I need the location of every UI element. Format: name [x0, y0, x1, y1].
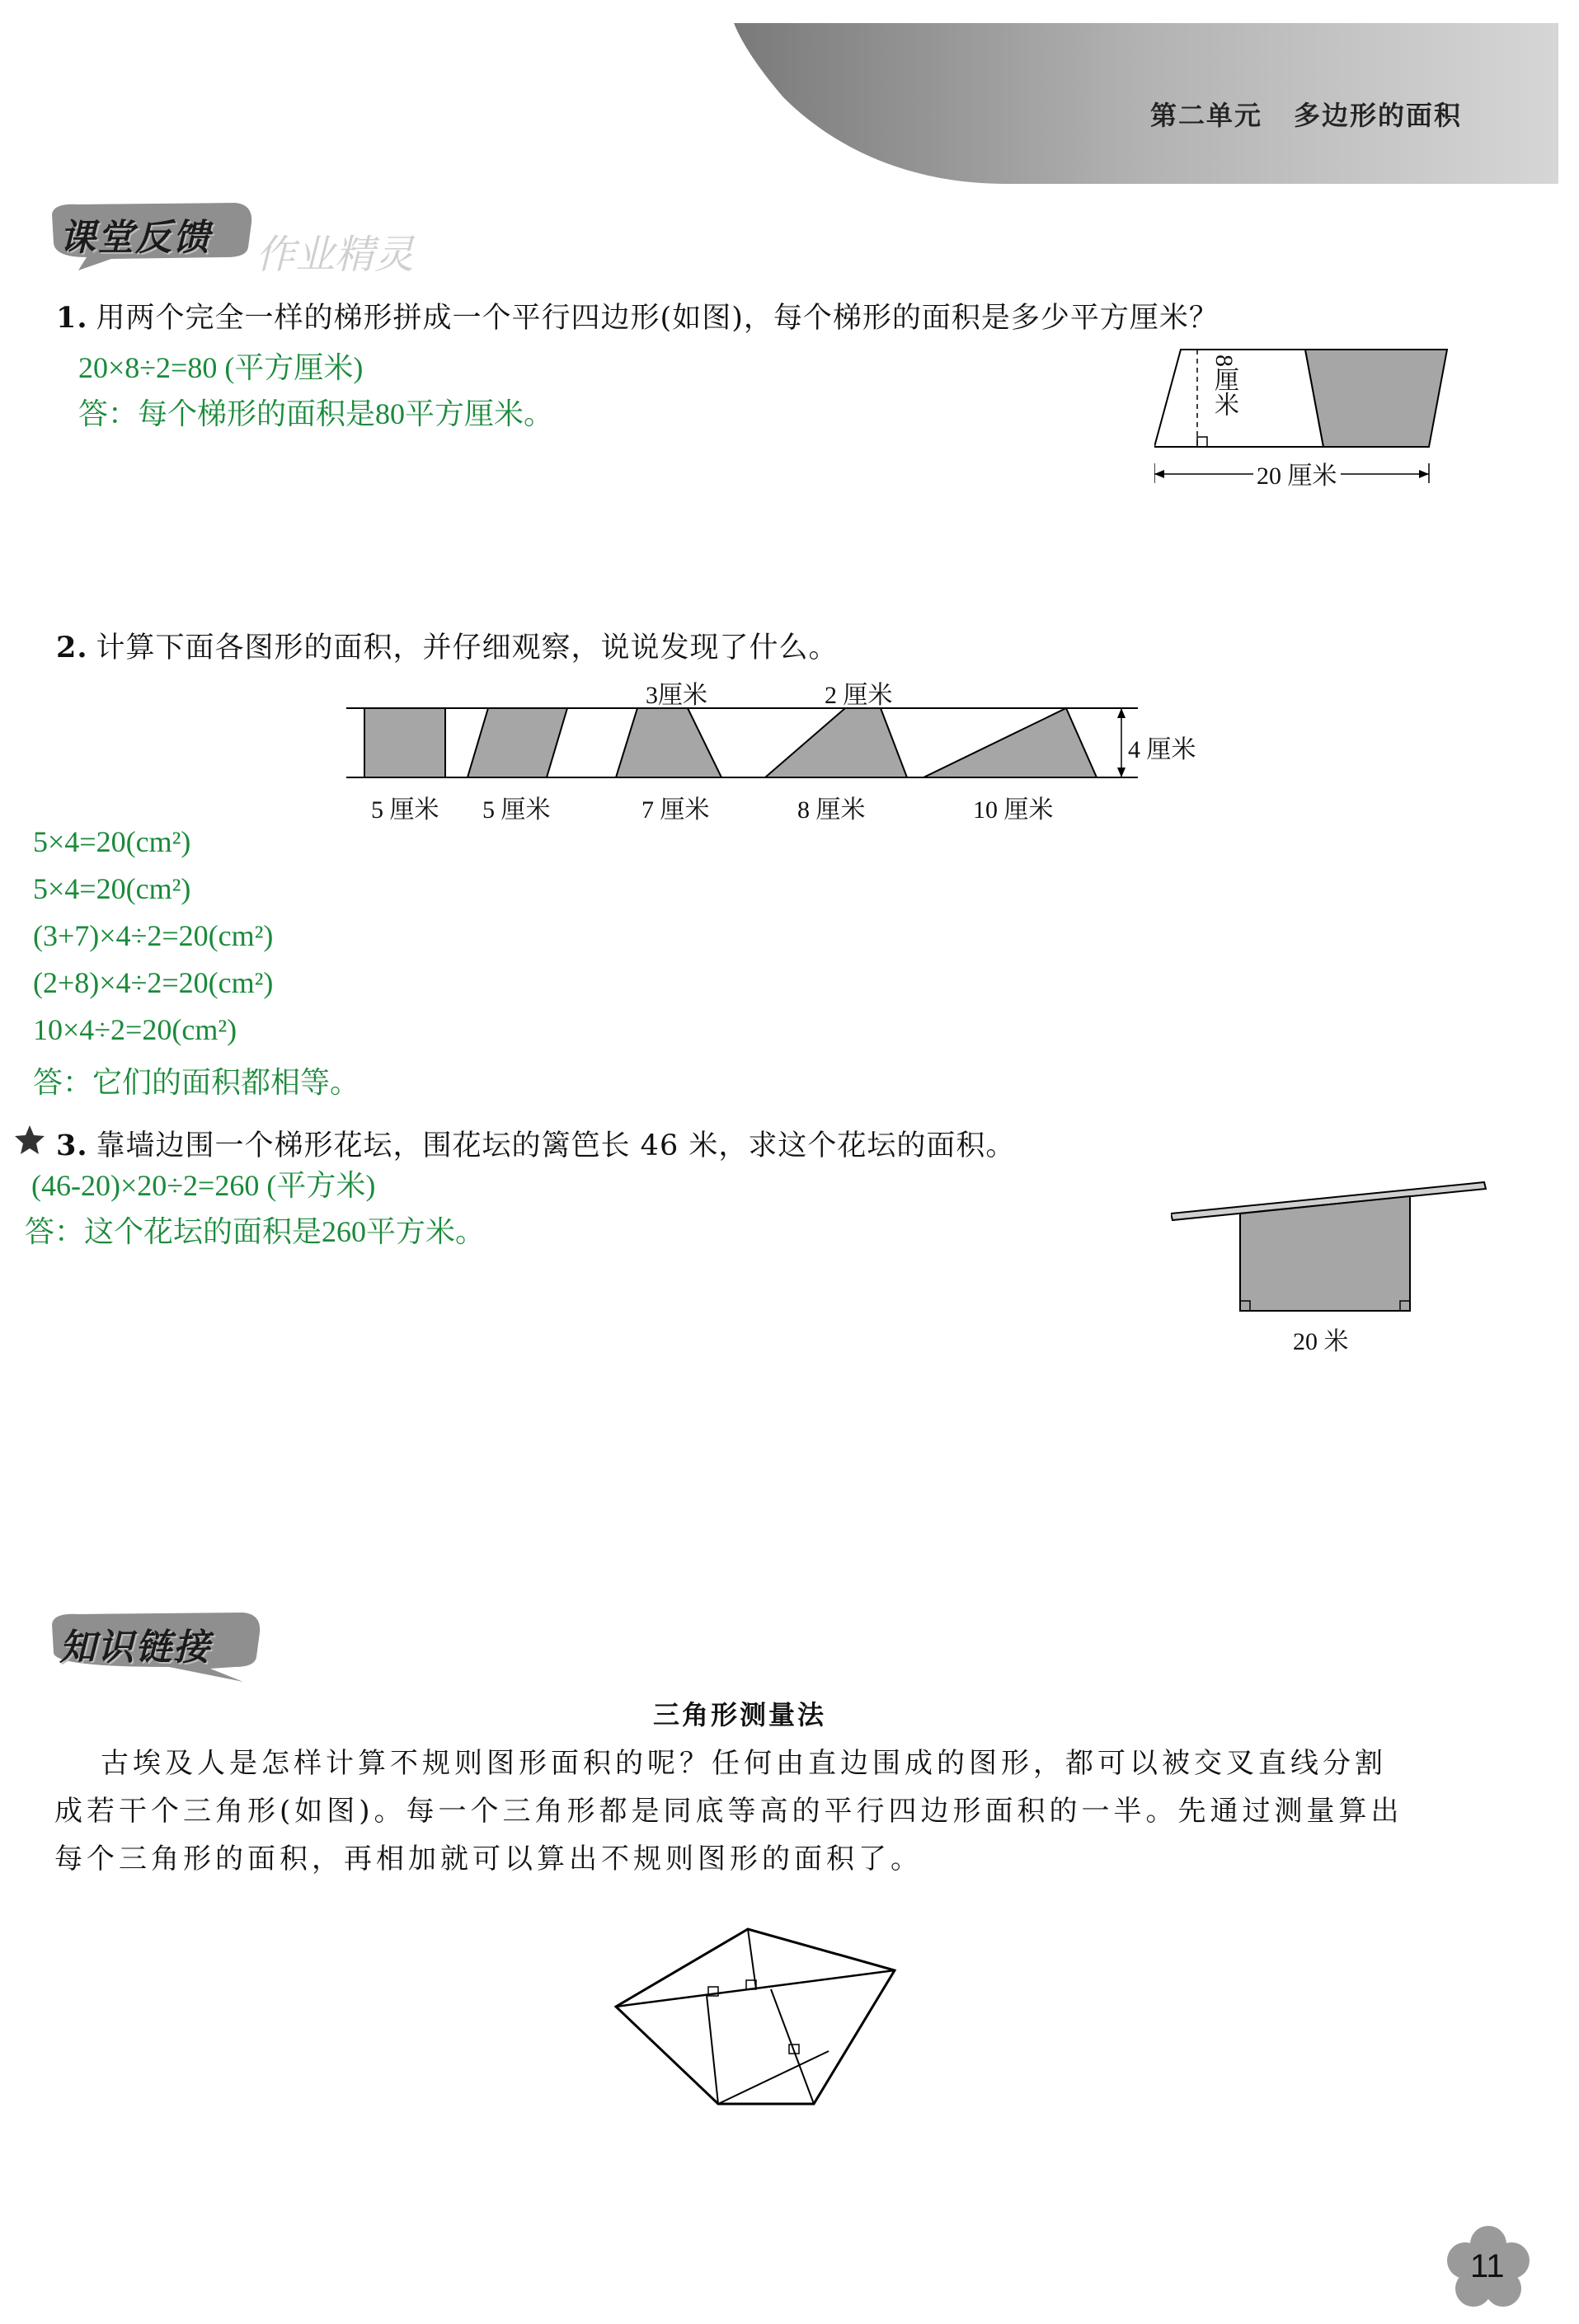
q1-prompt	[56, 295, 1219, 336]
q2-height-label: 4 厘米	[1128, 736, 1196, 763]
q3-fig-label: 20 米	[1293, 1328, 1349, 1355]
q2-number: 2.	[56, 631, 88, 664]
q2-bottom-label-4: 8 厘米	[797, 796, 866, 824]
q2-bottom-label-5: 10 厘米	[973, 796, 1054, 824]
header-title	[1150, 95, 1462, 133]
q2-answer-5: 10×4÷2=20(cm²)	[33, 1013, 237, 1046]
star-icon	[13, 1123, 46, 1156]
knowledge-heading: 三角形测量法	[653, 1699, 827, 1730]
q2-answer-6: 答：它们的面积都相等。	[33, 1066, 360, 1099]
q3-answer-line2: 答：这个花坛的面积是260平方米。	[25, 1215, 486, 1248]
q2-top-label-2: 2 厘米	[825, 682, 893, 709]
q1-text: 用两个完全一样的梯形拼成一个平行四边形(如图)，每个梯形的面积是多少平方厘米？	[96, 302, 1219, 335]
knowledge-paragraph	[54, 1739, 1530, 1883]
q1-answer-line2: 答：每个梯形的面积是80平方厘米。	[78, 397, 554, 430]
q2-answer-3: (3+7)×4÷2=20(cm²)	[33, 919, 274, 952]
q2-prompt	[56, 625, 839, 666]
q3-text: 靠墙边围一个梯形花坛，围花坛的篱笆长 46 米，求这个花坛的面积。	[96, 1129, 1016, 1162]
q2-bottom-label-3: 7 厘米	[641, 796, 710, 824]
q1-answer-line1: 20×8÷2=80 (平方厘米)	[78, 351, 364, 384]
q1-base-label: 20 厘米	[1253, 455, 1341, 491]
knowledge-title: 知识链接	[59, 1627, 211, 1669]
q2-answer-2: 5×4=20(cm²)	[33, 872, 191, 905]
q2-bottom-label-2: 5 厘米	[482, 796, 551, 824]
q2-top-label-1: 3厘米	[646, 682, 707, 709]
knowledge-line-2: 成若干个三角形(如图)。每一个三角形都是同底等高的平行四边形面积的一半。先通过测量算出	[54, 1795, 1403, 1828]
feedback-title: 课堂反馈	[59, 217, 211, 259]
knowledge-line-3: 每个三角形的面积，再相加就可以算出不规则图形的面积了。	[54, 1843, 923, 1876]
q2-bottom-label-1: 5 厘米	[371, 796, 439, 824]
page-number: 11	[1470, 2248, 1505, 2284]
q3-number: 3.	[56, 1129, 88, 1162]
q3-answer-line1: (46-20)×20÷2=260 (平方米)	[31, 1169, 376, 1202]
watermark: 作业精灵	[256, 232, 415, 278]
knowledge-figure	[606, 1921, 903, 2119]
q1-height-label: 8厘米	[1210, 354, 1238, 416]
q3-prompt	[56, 1123, 1015, 1164]
q2-text: 计算下面各图形的面积，并仔细观察，说说发现了什么。	[96, 631, 839, 664]
header-topic: 多边形的面积	[1294, 100, 1463, 131]
header-unit: 第二单元	[1150, 100, 1263, 131]
q3-figure	[1171, 1171, 1501, 1319]
q2-answer-1: 5×4=20(cm²)	[33, 825, 191, 858]
q2-answer-4: (2+8)×4÷2=20(cm²)	[33, 966, 274, 999]
q1-number: 1.	[56, 301, 88, 335]
q2-figure	[346, 705, 1138, 787]
knowledge-line-1: 古埃及人是怎样计算不规则图形面积的呢？任何由直边围成的图形，都可以被交叉直线分割	[101, 1747, 1387, 1780]
